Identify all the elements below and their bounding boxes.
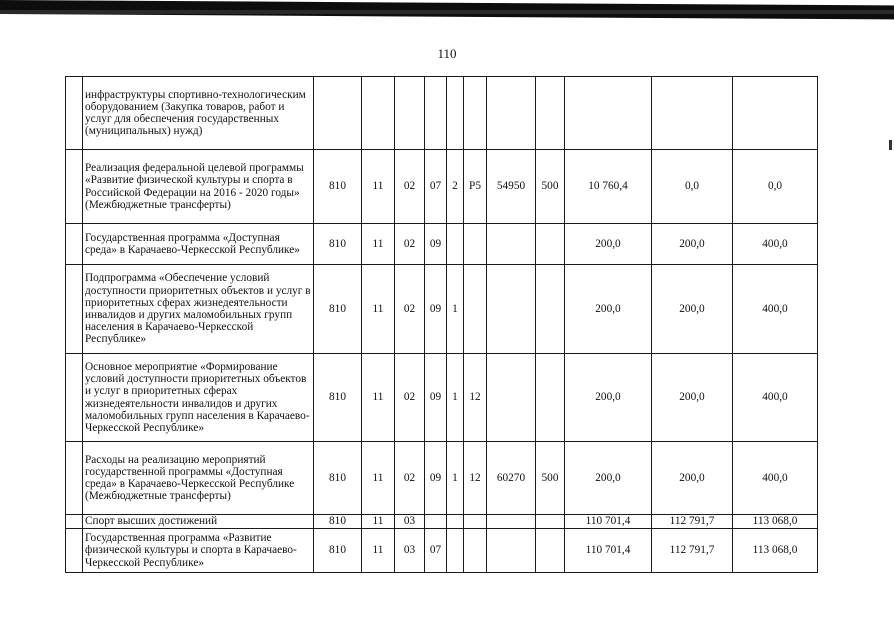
expense-type-code	[536, 265, 565, 354]
amount-year-3: 113 068,0	[733, 515, 818, 529]
program-code: 09	[425, 265, 447, 354]
ministry-code: 810	[314, 442, 362, 515]
row-number-cell	[66, 224, 83, 265]
subsection-code: 02	[395, 224, 425, 265]
subsection-code: 02	[395, 150, 425, 224]
subsection-code: 02	[395, 354, 425, 442]
subsection-code: 03	[395, 515, 425, 529]
row-name: Государственная программа «Доступная среда» в Карачаево-Черкесской Республике»	[83, 224, 314, 265]
ministry-code: 810	[314, 515, 362, 529]
scan-top-edge-shadow	[0, 10, 894, 14]
measure-code	[464, 529, 487, 573]
budget-table	[65, 76, 818, 573]
subsection-code: 02	[395, 442, 425, 515]
subprogram-code	[447, 515, 464, 529]
row-name: Подпрограмма «Обеспечение условий доступности приоритетных объектов и услуг в приоритетных сферах жизнедеятельности инвалидов и других маломобильных групп населения в Карачаево-Черкесской Республике»	[83, 265, 314, 354]
row-name: Реализация федеральной целевой программы «Развитие физической культуры и спорта в Российской Федерации на 2016 - 2020 годы» (Межбюджетные трансферты)	[83, 150, 314, 224]
table-row	[66, 442, 818, 515]
program-code	[425, 77, 447, 150]
ministry-code: 810	[314, 354, 362, 442]
amount-year-2: 200,0	[652, 265, 733, 354]
section-code: 11	[362, 224, 395, 265]
amount-year-3: 400,0	[733, 354, 818, 442]
section-code: 11	[362, 515, 395, 529]
measure-code	[464, 265, 487, 354]
row-name: Спорт высших достижений	[83, 515, 314, 529]
section-code	[362, 77, 395, 150]
row-number-cell	[66, 150, 83, 224]
expense-type-code	[536, 354, 565, 442]
table-row	[66, 150, 818, 224]
amount-year-2: 200,0	[652, 442, 733, 515]
direction-code	[487, 529, 536, 573]
subprogram-code	[447, 224, 464, 265]
expense-type-code	[536, 224, 565, 265]
expense-type-code: 500	[536, 442, 565, 515]
measure-code: 12	[464, 354, 487, 442]
ministry-code: 810	[314, 150, 362, 224]
amount-year-1: 200,0	[565, 265, 652, 354]
amount-year-1	[565, 77, 652, 150]
subsection-code	[395, 77, 425, 150]
program-code: 07	[425, 529, 447, 573]
scan-margin-mark	[889, 140, 892, 150]
subprogram-code	[447, 529, 464, 573]
subprogram-code: 1	[447, 354, 464, 442]
amount-year-2	[652, 77, 733, 150]
row-number-cell	[66, 354, 83, 442]
measure-code: 12	[464, 442, 487, 515]
measure-code	[464, 515, 487, 529]
section-code: 11	[362, 442, 395, 515]
direction-code: 60270	[487, 442, 536, 515]
row-number-cell	[66, 515, 83, 529]
amount-year-2: 112 791,7	[652, 529, 733, 573]
amount-year-2: 0,0	[652, 150, 733, 224]
subprogram-code	[447, 77, 464, 150]
ministry-code: 810	[314, 529, 362, 573]
program-code: 07	[425, 150, 447, 224]
amount-year-3	[733, 77, 818, 150]
amount-year-1: 10 760,4	[565, 150, 652, 224]
section-code: 11	[362, 529, 395, 573]
measure-code: P5	[464, 150, 487, 224]
subsection-code: 03	[395, 529, 425, 573]
row-number-cell	[66, 442, 83, 515]
program-code: 09	[425, 354, 447, 442]
direction-code	[487, 354, 536, 442]
row-number-cell	[66, 265, 83, 354]
row-name: Государственная программа «Развитие физической культуры и спорта в Карачаево-Черкесской Республике»	[83, 529, 314, 573]
row-name: Основное мероприятие «Формирование условий доступности приоритетных объектов и услуг в приоритетных сферах жизнедеятельности инвалидов и других маломобильных групп населения в Карачаево-Черкесской Республике»	[83, 354, 314, 442]
expense-type-code: 500	[536, 150, 565, 224]
subprogram-code: 1	[447, 442, 464, 515]
section-code: 11	[362, 150, 395, 224]
program-code: 09	[425, 442, 447, 515]
direction-code	[487, 265, 536, 354]
row-name: Расходы на реализацию мероприятий государственной программы «Доступная среда» в Карачаево-Черкесской Республике (Межбюджетные трансферты)	[83, 442, 314, 515]
direction-code	[487, 515, 536, 529]
table-row	[66, 354, 818, 442]
section-code: 11	[362, 265, 395, 354]
row-number-cell	[66, 529, 83, 573]
subsection-code: 02	[395, 265, 425, 354]
page-number: 110	[437, 46, 457, 61]
measure-code	[464, 224, 487, 265]
amount-year-3: 400,0	[733, 224, 818, 265]
amount-year-3: 0,0	[733, 150, 818, 224]
table-row	[66, 529, 818, 573]
amount-year-3: 113 068,0	[733, 529, 818, 573]
table-row	[66, 265, 818, 354]
measure-code	[464, 77, 487, 150]
direction-code	[487, 77, 536, 150]
amount-year-1: 110 701,4	[565, 529, 652, 573]
amount-year-3: 400,0	[733, 442, 818, 515]
row-number-cell	[66, 77, 83, 150]
table-row	[66, 224, 818, 265]
program-code: 09	[425, 224, 447, 265]
row-name: инфраструктуры спортивно-технологическим оборудованием (Закупка товаров, работ и услуг для обеспечения государственных (муниципальных) нужд)	[83, 77, 314, 150]
ministry-code: 810	[314, 224, 362, 265]
subprogram-code: 2	[447, 150, 464, 224]
amount-year-2: 112 791,7	[652, 515, 733, 529]
table-row	[66, 515, 818, 529]
direction-code	[487, 224, 536, 265]
amount-year-3: 400,0	[733, 265, 818, 354]
amount-year-2: 200,0	[652, 354, 733, 442]
section-code: 11	[362, 354, 395, 442]
ministry-code	[314, 77, 362, 150]
expense-type-code	[536, 529, 565, 573]
program-code	[425, 515, 447, 529]
amount-year-1: 200,0	[565, 224, 652, 265]
amount-year-1: 110 701,4	[565, 515, 652, 529]
amount-year-1: 200,0	[565, 442, 652, 515]
amount-year-1: 200,0	[565, 354, 652, 442]
expense-type-code	[536, 515, 565, 529]
expense-type-code	[536, 77, 565, 150]
amount-year-2: 200,0	[652, 224, 733, 265]
ministry-code: 810	[314, 265, 362, 354]
table-row	[66, 77, 818, 150]
subprogram-code: 1	[447, 265, 464, 354]
direction-code: 54950	[487, 150, 536, 224]
